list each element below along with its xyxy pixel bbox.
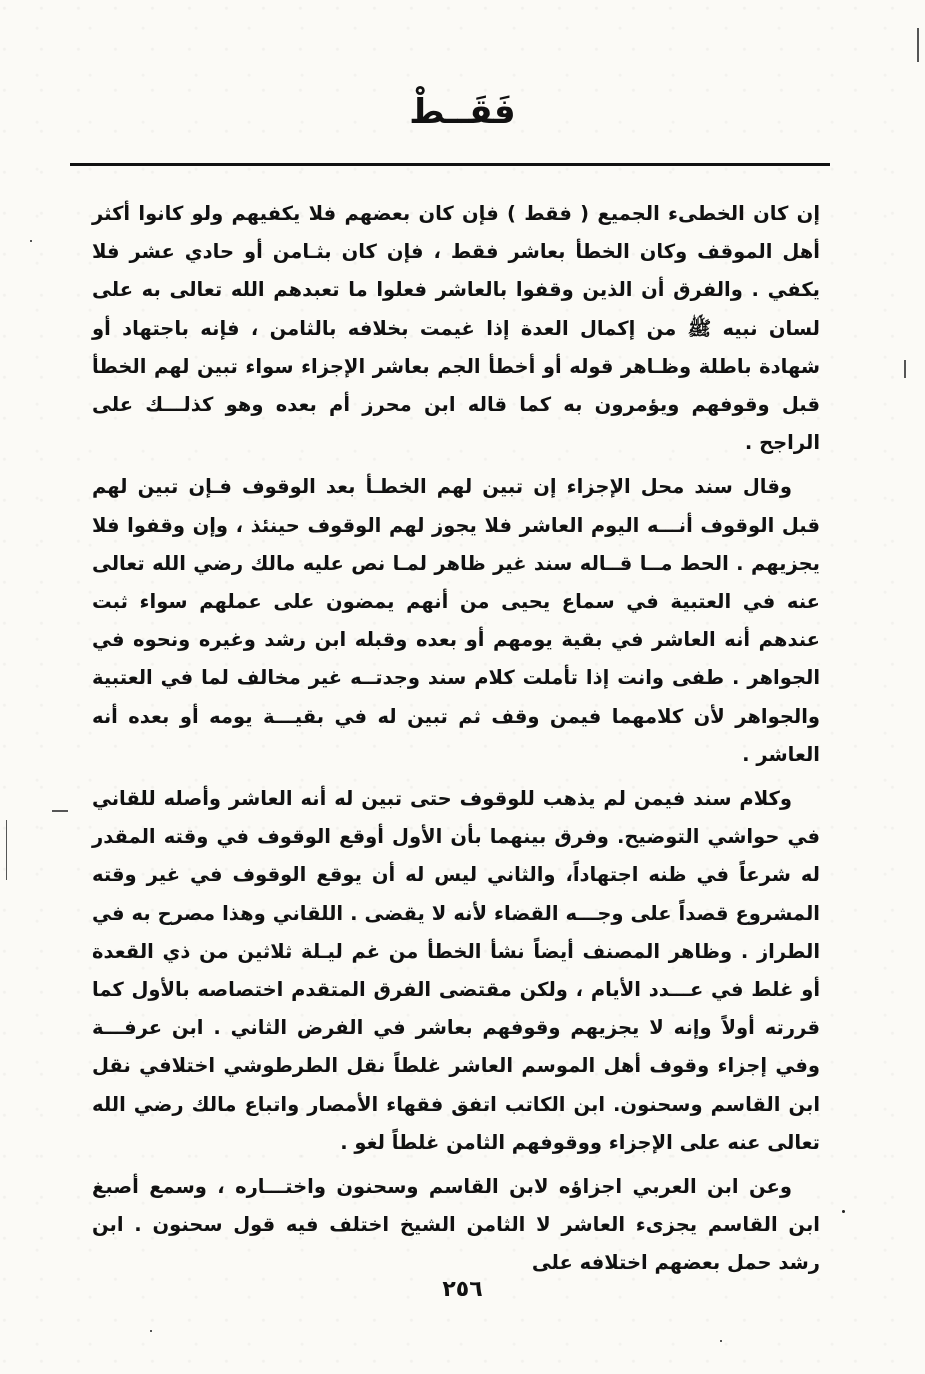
scan-speck — [30, 240, 32, 242]
scan-speck — [150, 1330, 152, 1332]
body-text — [92, 195, 820, 1283]
paragraph-2: وقال سند محل الإجزاء إن تبين لهم الخطـأ بعد الوقوف فـإن تبين لهم قبل الوقوف أنـــه اليوم العاشر فلا يجوز لهم الوقوف حينئذ ، وإن وقفوا فلا يجزيهم . الحط مــا قــاله سند غير ظاهر لمـا نص عليه مالك رضي الله تعالى عنه في العتبية في سماع يحيى من أنهم يمضون على عملهم سواء ثبت عندهم أنه العاشر في بقية يومهم أو بعده وقبله ابن رشد وغيره ونحوه في الجواهر . طفى وانت إذا تأملت كلام سند وجدتــه غير مخالف لما في العتبية والجواهر لأن كلامهما فيمن وقف ثم تبين له في بقيـــة يومه أو بعده أنه العاشر . — [92, 475, 820, 766]
scan-mark — [904, 360, 906, 378]
paragraph-1: إن كان الخطىء الجميع ( فقط ) فإن كان بعضهم فلا يكفيهم ولو كانوا أكثر أهل الموقف وكان الخطأ بعاشر فقط ، فإن كان بثـامن أو حادي عشر فلا يكفي . والفرق أن الذين وقفوا بالعاشر فعلوا ما تعبدهم الله تعالى به على لسان نبيه ﷺ من إكمال العدة إذا غيمت بخلافه بالثامن ، فإنه باجتهاد أو شهادة باطلة وظـاهر قوله أو أخطأ الجم بعاشر الإجزاء سواء تبين لهم الخطأ قبل وقوفهم ويؤمرون به كما قاله ابن محرز أم بعده وهو كذلـــك على الراجح . — [92, 202, 820, 455]
scan-mark — [6, 820, 7, 880]
scan-speck — [720, 1340, 722, 1342]
scan-mark — [917, 28, 919, 62]
scan-mark — [52, 810, 68, 812]
scan-speck — [842, 1210, 845, 1213]
page-number: ٢٥٦ — [442, 1277, 483, 1302]
heading-divider — [70, 163, 830, 166]
paragraph-4: وعن ابن العربي اجزاؤه لابن القاسم وسحنون واختـــاره ، وسمع أصبغ ابن القاسم يجزىء العاشر لا الثامن الشيخ اختلف فيه قول سحنون . ابن رشد حمل بعضهم اختلافه على — [92, 1175, 820, 1275]
paragraph-3: وكلام سند فيمن لم يذهب للوقوف حتى تبين له أنه العاشر وأصله للقاني في حواشي التوضيح. وفرق بينهما بأن الأول أوقع الوقوف في وقته المقدر له شرعاً في ظنه اجتهاداً، والثاني ليس له أن يوقع الوقوف في غير وقته المشروع قصداً على وجـــه القضاء لأنه لا يقضى . اللقاني وهذا مصرح به في الطراز . وظاهر المصنف أيضاً نشأ الخطأ من غم ليـلة ثلاثين من ذي القعدة أو غلط في عـــدد الأيام ، ولكن مقتضى الفرق المتقدم اختصاصه بالأول كما قررته أولاً وإنه لا يجزيهم وقوفهم بعاشر في الفرض الثاني . ابن عرفـــة وفي إجزاء وقوف أهل الموسم العاشر غلطاً نقل الطرطوشي اختلافي نقل ابن القاسم وسحنون. ابن الكاتب اتفق فقهاء الأمصار واتباع مالك رضي الله تعالى عنه على الإجزاء ووقوفهم الثامن غلطاً لغو . — [92, 787, 820, 1154]
page-heading: فَقَــطْ — [409, 92, 516, 132]
